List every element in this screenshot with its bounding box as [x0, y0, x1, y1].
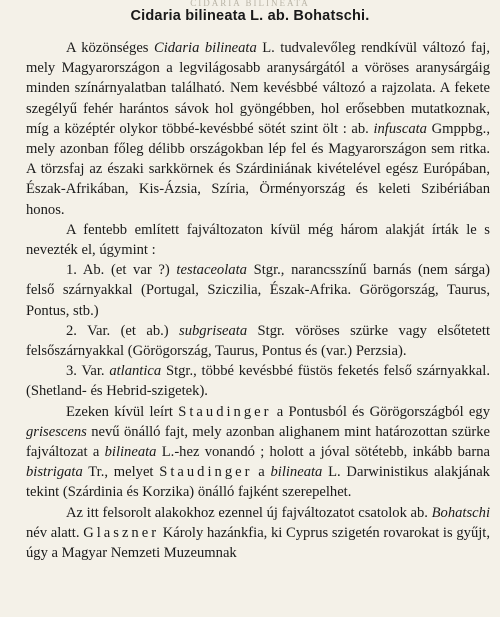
paragraph-form-2: 2. Var. (et ab.) subgriseata Stgr. vöröses szürke vagy elsőtetett felsőszárnyakkal (Görögország, Taurus, Pontus és (var.) Perzsia). [26, 322, 490, 360]
paragraph-7: Az itt felsorolt alakokhoz ezennel új fajváltozatot csatolok ab. Bohatschi név alatt. Glaszner Károly hazánkfia, ki Cyprus szigetén rovarokat is gyűjt, úgy a Magyar Nemzeti Muzeumnak [26, 504, 490, 562]
page-title: Cidaria bilineata L. ab. Bohatschi. [130, 8, 370, 24]
paragraph-6: Ezeken kívül leírt Staudinger a Pontusból és Görögországból egy grisescens nevű önálló fajt, mely azonban alighanem mint határozottan szürke fajváltozat a bilineata L.-hez vonandó ; holott a jóval sötétebb, inkább barna bistrigata Tr., melyet Staudinger a bilineata L. Darwinistikus alakjának tekint (Szárdinia és Korzika) önálló fajként szerepelhet. [26, 403, 490, 501]
paragraph-form-3: 3. Var. atlantica Stgr., többé kevésbbé füstös feketés felső szárnyakkal. (Shetland- és Hebrid-szigetek). [26, 363, 490, 400]
bleed-through-text: CIDARIA BILINEATA [190, 0, 310, 6]
paragraph-2: A fentebb említett fajváltozaton kívül még három alakját írták le s nevezték el, úgymint : [26, 221, 490, 259]
paragraph-1: A közönséges Cidaria bilineata L. tudvalevőleg rendkívül változó faj, mely Magyarországon a legvilágosabb aranysárgától a vöröses aranysárgáig minden színárnyalatban található. Nem kevésbbé változó a rajzolata. A fekete szegélyű fehér harántos sávok hol gyöngébben, hol erősebben mutatkoznak, míg a középtér olykor többé-kevésbbé sötét szint ölt : ab. infuscata Gmppbg., mely azonban főleg délibb országokban lép fel és Magyarországon sem ritka. A törzsfaj az északi sarkkörnek és Szárdiniának kivételével egész Európában, Észak-Afrikában, Kis-Ázsia, Szíria, Örményország és keleti Szibériában honos. [26, 40, 490, 218]
paragraph-form-1: 1. Ab. (et var ?) testaceolata Stgr., narancsszínű barnás (nem sárga) felső szárnyakkal (Portugal, Sziczilia, Észak-Afrika. Görögország, Taurus, Pontus, stb.) [26, 262, 490, 319]
article-body [26, 38, 490, 563]
